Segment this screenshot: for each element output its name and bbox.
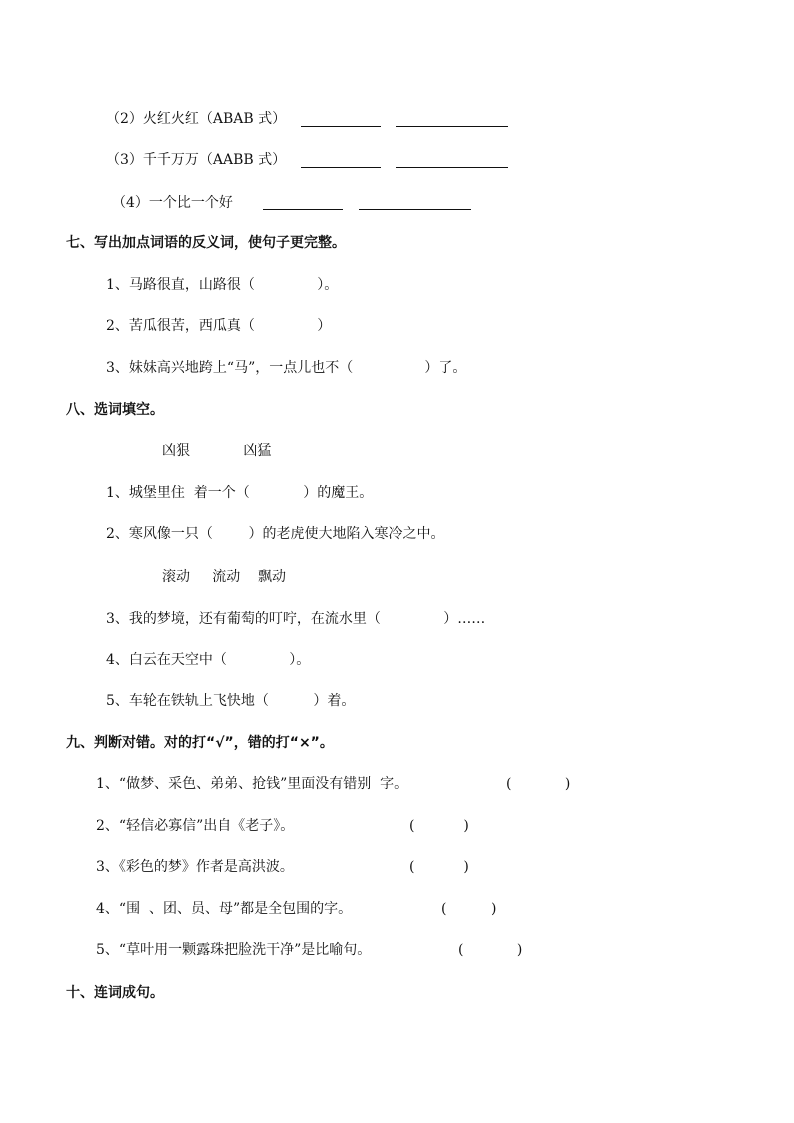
answer-blank-aabb-2[interactable]	[396, 167, 508, 168]
section-8-question-5: 5、车轮在铁轨上飞快地（ ）着。	[106, 693, 356, 709]
section-9-question-3: 3、《彩色的梦》作者是高洪波。	[96, 859, 294, 875]
answer-blank-comparison-2[interactable]	[359, 209, 471, 210]
word-choice-group-2: 滚动 流动 飘动	[162, 569, 287, 585]
section-10-heading: 十、连词成句。	[66, 985, 164, 1001]
section-7-question-1: 1、马路很直，山路很（ ）。	[106, 277, 339, 293]
item-aabb: （3）千千万万（AABB 式）	[106, 152, 287, 168]
section-7-heading: 七、写出加点词语的反义词，使句子更完整。	[66, 235, 346, 251]
section-7-question-2: 2、苦瓜很苦，西瓜真（ ）	[106, 318, 332, 334]
section-9-question-2: 2、“轻信必寡信”出自《老子》。	[96, 818, 295, 834]
word-choice-group-1: 凶狠 凶猛	[162, 443, 272, 459]
answer-blank-aabb-1[interactable]	[301, 167, 381, 168]
section-9-question-1: 1、“做梦、采色、弟弟、抢钱”里面没有错别 字。	[96, 776, 409, 792]
section-8-heading: 八、选词填空。	[66, 402, 164, 418]
answer-paren-2[interactable]: ( )	[409, 818, 469, 834]
item-comparison: （4）一个比一个好	[112, 195, 233, 211]
section-8-question-4: 4、白云在天空中（ ）。	[106, 652, 311, 668]
section-8-question-3: 3、我的梦境，还有葡萄的叮咛，在流水里（ ）……	[106, 611, 486, 627]
answer-blank-comparison-1[interactable]	[263, 209, 343, 210]
section-9-question-4: 4、“围 、团、员、母”都是全包围的字。	[96, 901, 353, 917]
section-9-heading: 九、判断对错。对的打“√”，错的打“×”。	[66, 735, 334, 751]
answer-blank-abab-1[interactable]	[301, 126, 381, 127]
section-9-question-5: 5、“草叶用一颗露珠把脸洗干净”是比喻句。	[96, 942, 372, 958]
section-7-question-3: 3、妹妹高兴地跨上“马”，一点儿也不（ ）了。	[106, 360, 467, 376]
item-abab: （2）火红火红（ABAB 式）	[106, 111, 287, 127]
section-8-question-2: 2、寒风像一只（ ）的老虎使大地陷入寒冷之中。	[106, 526, 445, 542]
answer-paren-3[interactable]: ( )	[409, 859, 469, 875]
answer-paren-1[interactable]: ( )	[506, 776, 571, 792]
section-8-question-1: 1、城堡里住 着一个（ ）的魔王。	[106, 485, 374, 501]
answer-paren-5[interactable]: ( )	[458, 942, 523, 958]
answer-paren-4[interactable]: ( )	[441, 901, 497, 917]
answer-blank-abab-2[interactable]	[396, 126, 508, 127]
